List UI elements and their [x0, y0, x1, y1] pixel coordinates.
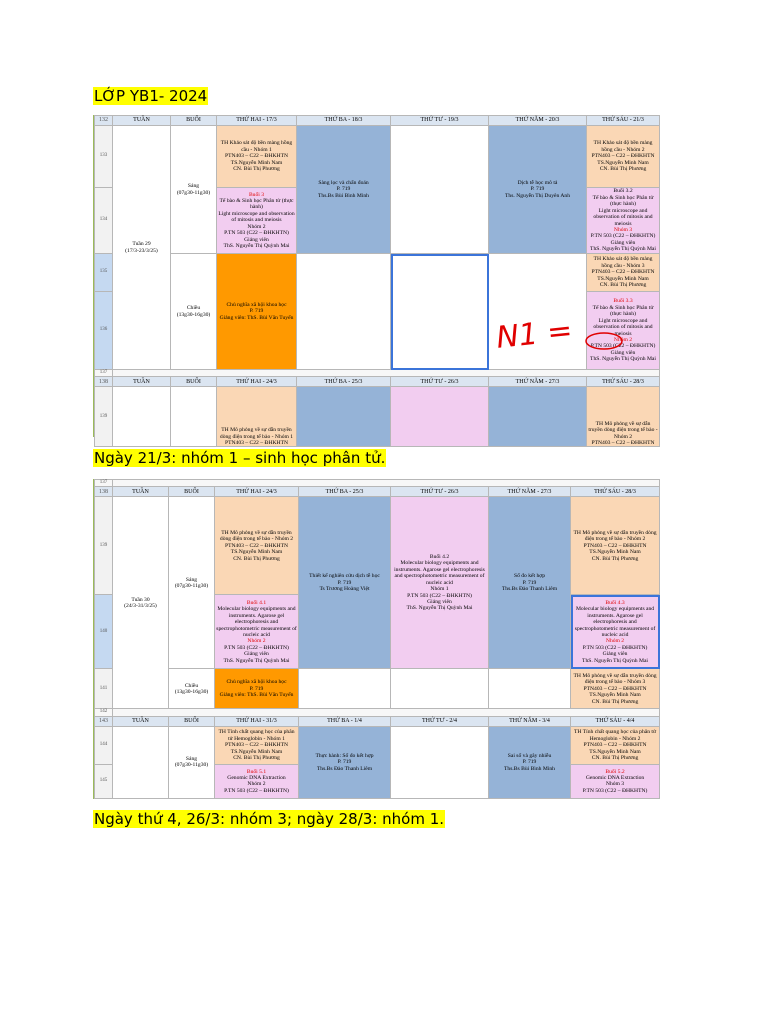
- cell-line: PTN403 – C22 – ĐHKHTN: [224, 440, 289, 446]
- cell-line: Giảng viên: [602, 651, 628, 658]
- cell-line: TH Khảo sát độ bền màng hồng cầu - Nhóm 1: [220, 140, 293, 153]
- session-time: (07g30-11g30): [174, 762, 209, 769]
- cell-line: Nhóm 2: [247, 781, 266, 788]
- cell-line: Sai số và gây nhiễu: [507, 752, 552, 759]
- cell-line: Giảng viên: [244, 651, 269, 658]
- spacer-row: [113, 370, 660, 377]
- session-morning: [171, 126, 217, 254]
- cell-line: Tế bào & Sinh học Phân tử (thực hành): [592, 194, 654, 208]
- cell-line: P.TN 503 (C22 – ĐHKHTN): [224, 644, 289, 651]
- cell-line: P.TN 503 (C22 – ĐHKHTN): [582, 644, 648, 651]
- cell-line: Molecular biology equipments and instruments. Agarose gel electrophoresis and spectrophotometric measurement of nucleic acid: [216, 606, 297, 638]
- cell-line: Light microscope and observation of mitosis and meiosis: [218, 210, 295, 224]
- row-number: 139: [95, 497, 113, 595]
- schedule-cell: [489, 497, 571, 669]
- header-row: [95, 716, 660, 726]
- col-header-tuesday: THỨ BA - 18/3: [297, 116, 391, 126]
- schedule-cell-empty: [171, 387, 217, 447]
- cell-line: TS.Nguyễn Minh Nam: [230, 748, 283, 755]
- session-time: (13g30-16g30): [174, 688, 209, 695]
- schedule-cell: [217, 188, 297, 254]
- schedule-cell: [299, 726, 391, 798]
- week-cell: [113, 497, 169, 709]
- cell-line: Nhóm 1: [430, 586, 449, 593]
- row-number: 135: [95, 254, 113, 292]
- col-header-friday: THỨ SÁU - 28/3: [571, 487, 660, 497]
- schedule-cell: [587, 188, 660, 254]
- schedule-cell: [299, 497, 391, 669]
- col-header-friday: THỨ SÁU - 28/3: [587, 377, 660, 387]
- cell-line: Giảng viên: ThS. Bùi Văn Tuyến: [219, 314, 294, 321]
- row-number: 144: [95, 726, 113, 764]
- cell-line: ThS. Nguyễn Thị Quỳnh Mai: [582, 657, 648, 664]
- cell-line: TH Khảo sát độ bền màng hồng cầu - Nhóm 2: [593, 140, 653, 153]
- cell-line: Buổi 3.2: [613, 188, 633, 195]
- cell-line: CN. Bùi Thị Phương: [233, 754, 280, 761]
- annotation-text: N1 =: [494, 313, 575, 356]
- col-header-friday: THỨ SÁU - 21/3: [587, 116, 660, 126]
- col-header-monday: THỨ HAI - 17/3: [217, 116, 297, 126]
- col-header-wednesday: THỨ TƯ - 26/3: [391, 377, 489, 387]
- schedule-cell-empty: [391, 126, 489, 254]
- row-number: 141: [95, 669, 113, 709]
- cell-line: TH Mô phỏng về sự dẫn truyền dòng điện trong tế bào - Nhóm 2: [588, 420, 658, 440]
- spacer-row: [113, 480, 660, 487]
- schedule-cell: [489, 387, 587, 447]
- session-afternoon: [169, 669, 215, 709]
- session-morning: [169, 497, 215, 669]
- cell-line: TS.Nguyễn Minh Nam: [589, 549, 641, 556]
- cell-line: TS.Nguyễn Minh Nam: [230, 159, 283, 166]
- schedule-cell: [587, 387, 660, 447]
- cell-line: CN. Bùi Thị Phương: [599, 282, 647, 289]
- cell-line: Thực hành: Số đo kết hợp: [315, 752, 374, 759]
- header-row: [95, 377, 660, 387]
- schedule-cell: [215, 764, 299, 798]
- cell-line: PTN403 – C22 – ĐHKHTN: [591, 153, 655, 160]
- session-time: (07g30-11g30): [174, 582, 209, 589]
- week-range: (24/3-31/3/25): [124, 602, 157, 609]
- note-2: Ngày thứ 4, 26/3: nhóm 3; ngày 28/3: nhóm 1.: [94, 810, 445, 828]
- col-header-session: BUỔI: [171, 116, 217, 126]
- cell-line: ThS. Nguyễn Thị Quỳnh Mai: [406, 605, 473, 612]
- cell-line: P. 719: [530, 186, 545, 193]
- col-header-session: BUỔI: [171, 377, 217, 387]
- cell-line: Sàng lọc và chẩn đoán: [318, 179, 369, 186]
- schedule-cell: [587, 254, 660, 292]
- cell-line: Ths.Bs Đào Thanh Liêm: [316, 765, 373, 772]
- row-number: 137: [95, 480, 113, 487]
- cell-line: Ths.Bs Bùi Bình Minh: [318, 192, 369, 199]
- circle-mark-icon: [584, 331, 624, 351]
- cell-line: Ths.Bs Đào Thanh Liêm: [501, 586, 558, 593]
- schedule-cell: [571, 497, 660, 595]
- cell-line: TS.Nguyễn Minh Nam: [597, 159, 649, 166]
- col-header-week: TUẦN: [113, 716, 169, 726]
- cell-line: PTN403 – C22 – ĐHKHTN: [583, 685, 647, 692]
- cell-line: Buổi 4.3: [605, 599, 625, 606]
- cell-line: CN. Bùi Thị Phương: [591, 698, 639, 705]
- cell-line: Nhóm 2: [247, 223, 266, 230]
- cell-line: TS.Nguyễn Minh Nam: [589, 748, 641, 755]
- schedule-cell-empty: [297, 254, 391, 370]
- schedule-cell: [391, 387, 489, 447]
- col-header-week: TUẦN: [113, 116, 171, 126]
- col-header-thursday: THỨ NĂM - 27/3: [489, 487, 571, 497]
- cell-line: PTN403 – C22 – ĐHKHTN: [583, 742, 647, 749]
- col-header-friday: THỨ SÁU - 4/4: [571, 716, 660, 726]
- cell-line: Tế bào & Sinh học Phân tử (thực hành): [592, 304, 654, 318]
- col-header-monday: THỨ HAI - 24/3: [217, 377, 297, 387]
- cell-line: TH Mô phỏng về sự dẫn truyền dòng điện trong tế bào - Nhóm 2: [219, 529, 294, 543]
- cell-line: Ts Trương Hoàng Việt: [319, 586, 370, 593]
- cell-line: TH Mô phỏng về sự dẫn truyền dòng điện trong tế bào - Nhóm 2: [573, 529, 657, 543]
- session-time: (13g30-16g30): [176, 311, 211, 318]
- cell-line: Chủ nghĩa xã hội khoa học: [226, 679, 287, 686]
- cell-line: Genomic DNA Extraction: [585, 774, 645, 781]
- session-label: Chiều: [186, 305, 201, 312]
- cell-line: P. 719: [337, 579, 352, 586]
- cell-line: TH Tính chất quang học của phân tử Hemoglobin - Nhóm 2: [574, 729, 657, 742]
- session-morning: [169, 726, 215, 798]
- cell-line: ThS. Nguyễn Thị Quỳnh Mai: [223, 242, 290, 249]
- schedule-cell: [217, 126, 297, 188]
- cell-line: PTN403 – C22 – ĐHKHTN: [224, 742, 289, 749]
- schedule-cell: [215, 497, 299, 595]
- cell-line: Giảng viên: [244, 236, 269, 243]
- cell-line: Thiết kế nghiên cứu dịch tễ học: [309, 573, 380, 580]
- cell-line: TS.Nguyễn Minh Nam: [589, 692, 641, 699]
- handwritten-annotation: [495, 312, 575, 362]
- cell-line: Buổi 5.2: [605, 768, 625, 775]
- cell-line: PTN403 – C22 – ĐHKHTN: [591, 440, 655, 446]
- spacer-row: [113, 709, 660, 716]
- schedule-cell: [587, 126, 660, 188]
- cell-line: P.TN 503 (C22 – ĐHKHTN): [224, 787, 289, 794]
- cell-line: CN. Bùi Thị Phương: [233, 166, 280, 173]
- cell-line: P.TN 503 (C22 – ĐHKHTN): [224, 230, 289, 237]
- schedule-screenshot-week-29: [93, 115, 658, 446]
- cell-line: Ths.Bs Bùi Bình Minh: [504, 765, 555, 772]
- cell-line: ThS. Nguyễn Thị Quỳnh Mai: [590, 356, 656, 363]
- cell-line: Nhóm 2: [605, 638, 625, 645]
- schedule-cell: [215, 595, 299, 669]
- cell-line: PTN403 – C22 – ĐHKHTN: [583, 542, 647, 549]
- col-header-tuesday: THỨ BA - 25/3: [297, 377, 391, 387]
- cell-line: TS.Nguyễn Minh Nam: [230, 549, 283, 556]
- cell-line: Nhóm 2: [247, 638, 266, 645]
- cell-line: Genomic DNA Extraction: [227, 774, 286, 781]
- selected-cell[interactable]: [391, 254, 489, 370]
- col-header-tuesday: THỨ BA - 1/4: [299, 716, 391, 726]
- cell-line: Nhóm 2: [613, 336, 633, 343]
- row-number: 133: [95, 126, 113, 188]
- cell-line: Light microscope and observation of mitosis and meiosis: [593, 207, 653, 227]
- cell-line: Ths. Nguyễn Thị Duyên Anh: [505, 192, 570, 199]
- cell-line: P.TN 503 (C22 – ĐHKHTN): [582, 787, 648, 794]
- col-header-wednesday: THỨ TƯ - 26/3: [391, 487, 489, 497]
- col-header-thursday: THỨ NĂM - 3/4: [489, 716, 571, 726]
- week-label: Tuần 30: [131, 596, 150, 603]
- schedule-cell: [215, 669, 299, 709]
- col-header-monday: THỨ HAI - 31/3: [215, 716, 299, 726]
- cell-line: CN. Bùi Thị Phương: [591, 754, 639, 761]
- session-label: Chiều: [184, 682, 199, 689]
- cell-line: Giảng viên: [610, 349, 636, 356]
- schedule-cell-empty: [489, 669, 571, 709]
- cell-line: Buổi 4.1: [246, 599, 267, 606]
- session-label: Sáng: [185, 755, 198, 762]
- col-header-week: TUẦN: [113, 377, 171, 387]
- schedule-cell: [489, 726, 571, 798]
- col-header-wednesday: THỨ TƯ - 19/3: [391, 116, 489, 126]
- week-cell: [113, 126, 171, 370]
- cell-line: Buổi 5.1: [246, 768, 267, 775]
- cell-line: CN. Bùi Thị Phương: [233, 555, 280, 562]
- cell-line: Số đo kết hợp: [513, 573, 546, 580]
- cell-line: Buổi 3.3: [613, 298, 633, 305]
- cell-line: Giảng viên: [610, 239, 636, 246]
- cell-line: Light microscope and observation of mitosis and meiosis: [593, 317, 653, 337]
- row-number: 136: [95, 292, 113, 370]
- col-header-wednesday: THỨ TƯ - 2/4: [391, 716, 489, 726]
- cell-line: Nhóm 3: [613, 226, 633, 233]
- schedule-cell-empty: [391, 669, 489, 709]
- cell-line: CN. Bùi Thị Phương: [599, 166, 647, 173]
- row-number: 142: [95, 709, 113, 716]
- schedule-cell: [217, 387, 297, 447]
- row-number: 139: [95, 387, 113, 447]
- cell-line: Tế bào & Sinh học Phân tử (thực hành): [219, 198, 294, 211]
- cell-line: P.TN 503 (C22 – ĐHKHTN): [407, 592, 472, 599]
- cell-line: P.TN 503 (C22 – ĐHKHTN): [590, 233, 656, 240]
- cell-line: ThS. Nguyễn Thị Quỳnh Mai: [223, 657, 290, 664]
- schedule-cell: [571, 764, 660, 798]
- row-number: 140: [95, 595, 113, 669]
- col-header-session: BUỔI: [169, 487, 215, 497]
- cell-line: Buổi 4.2: [429, 554, 450, 561]
- cell-line: Molecular biology equipments and instruments. Agarose gel electrophoresis and spectrophotometric measurement of nucleic acid: [574, 606, 656, 638]
- page-heading: LỚP YB1- 2024: [94, 87, 208, 105]
- col-header-thursday: THỨ NĂM - 27/3: [489, 377, 587, 387]
- selected-cell[interactable]: [571, 595, 660, 669]
- schedule-cell: [297, 126, 391, 254]
- row-number: 138: [95, 377, 113, 387]
- cell-line: P. 719: [336, 186, 351, 193]
- col-header-session: BUỔI: [169, 716, 215, 726]
- schedule-cell-empty: [299, 669, 391, 709]
- week-range: (17/3-23/3/25): [125, 247, 158, 254]
- cell-line: P. 719: [337, 759, 352, 766]
- session-label: Sáng: [185, 576, 198, 583]
- cell-line: TS.Nguyễn Minh Nam: [597, 275, 649, 282]
- schedule-cell-empty: [391, 726, 489, 798]
- schedule-cell-empty: [113, 387, 171, 447]
- cell-line: Chủ nghĩa xã hội khoa học: [226, 301, 287, 308]
- col-header-monday: THỨ HAI - 24/3: [215, 487, 299, 497]
- schedule-cell: [571, 726, 660, 764]
- row-number: 143: [95, 716, 113, 726]
- header-row: [95, 487, 660, 497]
- header-row: [95, 116, 660, 126]
- note-1: Ngày 21/3: nhóm 1 – sinh học phân tử.: [94, 449, 386, 467]
- cell-line: Buổi 3: [248, 191, 265, 198]
- schedule-cell: [391, 497, 489, 669]
- schedule-cell: [215, 726, 299, 764]
- cell-line: TH Tính chất quang học của phân tử Hemoglobin - Nhóm 1: [218, 729, 295, 742]
- cell-line: TH Khảo sát độ bền màng hồng cầu - Nhóm 3: [593, 256, 653, 269]
- col-header-week: TUẦN: [113, 487, 169, 497]
- cell-line: TH Mô phỏng về sự dẫn truyền dòng điện trong tế bào - Nhóm 3: [573, 672, 657, 686]
- cell-line: P. 719: [522, 579, 537, 586]
- cell-line: P. 719: [249, 685, 264, 692]
- session-time: (07g30-11g30): [176, 189, 211, 196]
- cell-line: PTN403 – C22 – ĐHKHTN: [224, 153, 289, 160]
- cell-line: CN. Bùi Thị Phương: [591, 555, 639, 562]
- row-number: 145: [95, 764, 113, 798]
- row-number: 138: [95, 487, 113, 497]
- cell-line: P.TN 503 (C22 – ĐHKHTN): [590, 343, 656, 350]
- cell-line: Giảng viên: [427, 598, 452, 605]
- cell-line: PTN403 – C22 – ĐHKHTN: [591, 269, 655, 276]
- schedule-cell: [297, 387, 391, 447]
- cell-line: P. 719: [522, 759, 537, 766]
- session-afternoon: [171, 254, 217, 370]
- cell-line: PTN403 – C22 – ĐHKHTN: [224, 542, 289, 549]
- cell-line: Giảng viên: ThS. Bùi Văn Tuyến: [219, 692, 294, 699]
- cell-line: Nhóm 3: [605, 781, 625, 788]
- session-label: Sáng: [187, 183, 200, 190]
- row-number: 137: [95, 370, 113, 377]
- cell-line: P. 719: [249, 308, 264, 315]
- schedule-screenshot-week-30: [93, 479, 658, 799]
- schedule-cell: [571, 669, 660, 709]
- schedule-cell: [217, 254, 297, 370]
- col-header-tuesday: THỨ BA - 25/3: [299, 487, 391, 497]
- col-header-thursday: THỨ NĂM - 20/3: [489, 116, 587, 126]
- row-number: 132: [95, 116, 113, 126]
- cell-line: TH Mô phỏng về sự dẫn truyền dòng điện trong tế bào - Nhóm 1: [219, 427, 294, 440]
- row-number: 134: [95, 188, 113, 254]
- week-label: Tuần 29: [132, 241, 151, 248]
- cell-line: Dịch tễ học mô tả: [517, 179, 558, 186]
- cell-line: ThS. Nguyễn Thị Quỳnh Mai: [590, 246, 656, 253]
- cell-line: Molecular biology equipments and instruments. Agarose gel electrophoresis and spectrophotometric measurement of nucleic acid: [394, 560, 485, 586]
- schedule-cell-empty: [113, 726, 169, 798]
- schedule-cell: [489, 126, 587, 254]
